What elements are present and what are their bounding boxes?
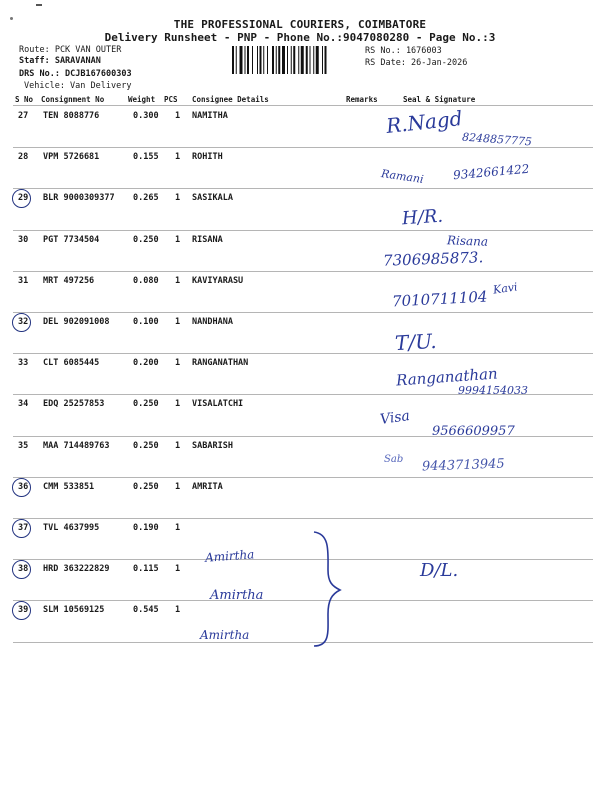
col-sno: S No — [15, 95, 34, 104]
row-rule — [13, 188, 593, 189]
cell-weight: 0.250 — [133, 440, 159, 451]
col-seal-signature: Seal & Signature — [403, 95, 476, 104]
name-row-38: Amirtha — [210, 588, 264, 603]
barcode-bar — [247, 46, 249, 74]
rs-number: RS No.: 1676003 — [365, 46, 442, 56]
cell-consignee: AMRITA — [192, 481, 223, 492]
vehicle: Vehicle: Van Delivery — [24, 81, 132, 91]
barcode-bar — [232, 46, 234, 74]
cell-consignment: MAA 714489763 — [43, 440, 110, 451]
cell-consignment: TVL 4637995 — [43, 523, 100, 533]
barcode-bar — [272, 46, 274, 74]
barcode-bar — [267, 46, 268, 74]
barcode-bar — [245, 46, 246, 74]
barcode-bar — [278, 46, 280, 74]
cell-consignee: NAMITHA — [192, 111, 228, 121]
cell-pcs: 1 — [175, 564, 181, 575]
signature-row-34: Visa — [379, 407, 411, 429]
cell-consignee: ROHITH — [192, 152, 223, 163]
cell-consignment: EDQ 25257853 — [43, 399, 105, 410]
cell-consignee: SASIKALA — [192, 193, 233, 204]
delivered-note: D/L. — [420, 560, 459, 581]
circle-mark — [12, 313, 31, 332]
cell-sno: 31 — [18, 275, 29, 286]
scan-mark — [36, 4, 42, 6]
phone-row-28: 9342661422 — [452, 161, 530, 183]
circle-mark — [12, 601, 31, 620]
note-row-29: H/R. — [401, 205, 444, 230]
name-row-37: Amirtha — [204, 547, 255, 565]
cell-pcs: 1 — [175, 152, 181, 163]
cell-consignment: CLT 6085445 — [43, 358, 100, 369]
brace-mark — [306, 528, 346, 650]
signature-row-27: R.Nagd — [384, 106, 464, 138]
signature-row-33: Ranganathan — [395, 364, 499, 390]
cell-sno: 30 — [18, 234, 29, 245]
barcode-bar — [325, 46, 327, 74]
row-rule — [13, 600, 593, 601]
row-rule — [13, 642, 593, 643]
cell-sno: 39 — [18, 605, 29, 616]
cell-weight: 0.545 — [133, 605, 159, 616]
signature-row-30: Risana — [446, 233, 489, 249]
cell-weight: 0.250 — [133, 481, 159, 492]
cell-consignee: RISANA — [192, 234, 223, 245]
row-rule — [13, 147, 593, 148]
barcode-bar — [257, 46, 258, 74]
note-row-32: T/U. — [394, 328, 438, 356]
header-rule — [13, 105, 593, 106]
row-rule — [13, 559, 593, 560]
signature-row-28: Ramani — [380, 167, 425, 186]
cell-consignee: RANGANATHAN — [192, 358, 249, 369]
phone-row-27: 8248857775 — [461, 130, 533, 149]
cell-pcs: 1 — [175, 317, 181, 327]
row-rule — [13, 312, 593, 313]
cell-sno: 35 — [18, 440, 29, 451]
name-row-39: Amirtha — [200, 628, 250, 642]
drs-number: DRS No.: DCJB167600303 — [19, 69, 132, 79]
barcode-bar — [263, 46, 264, 74]
signature-row-35: Sab — [384, 454, 404, 465]
cell-consignment: HRD 363222829 — [43, 564, 110, 575]
barcode-bar — [240, 46, 243, 74]
barcode-bar — [276, 46, 277, 74]
cell-pcs: 1 — [175, 481, 181, 492]
col-consignment: Consignment No — [41, 95, 105, 104]
barcode-bar — [282, 46, 285, 74]
barcode-bar — [301, 46, 304, 74]
cell-sno: 29 — [18, 193, 29, 204]
cell-sno: 27 — [18, 111, 29, 121]
cell-consignment: MRT 497256 — [43, 275, 95, 286]
col-weight: Weight — [128, 95, 156, 104]
circle-mark — [12, 478, 31, 497]
barcode-bar — [287, 46, 288, 74]
route: Route: PCK VAN OUTER — [19, 45, 122, 55]
row-rule — [13, 518, 593, 519]
cell-consignment: SLM 10569125 — [43, 605, 105, 616]
barcode-bar — [306, 46, 308, 74]
cell-sno: 33 — [18, 358, 29, 369]
cell-weight: 0.080 — [133, 275, 159, 286]
cell-consignment: CMM 533851 — [43, 481, 95, 492]
cell-weight: 0.300 — [133, 111, 159, 121]
cell-pcs: 1 — [175, 358, 181, 369]
row-rule — [13, 477, 593, 478]
cell-consignee: KAVIYARASU — [192, 275, 244, 286]
cell-weight: 0.100 — [133, 317, 159, 327]
cell-weight: 0.115 — [133, 564, 159, 575]
cell-sno: 38 — [18, 564, 29, 575]
phone-row-30: 7306985873. — [382, 248, 484, 270]
barcode-bar — [291, 46, 292, 74]
signature-row-31: Kavi — [492, 280, 519, 297]
cell-weight: 0.250 — [133, 399, 159, 410]
cell-sno: 34 — [18, 399, 29, 410]
cell-weight: 0.155 — [133, 152, 159, 163]
circle-mark — [12, 189, 31, 208]
runsheet-title: Delivery Runsheet - PNP - Phone No.:9047080280 - Page No.:3 — [104, 31, 496, 44]
phone-row-34: 9566609957 — [432, 424, 515, 439]
cell-weight: 0.190 — [133, 523, 159, 533]
cell-consignment: VPM 5726681 — [43, 152, 100, 163]
row-rule — [13, 230, 593, 231]
cell-sno: 37 — [18, 523, 29, 533]
cell-consignment: DEL 902091008 — [43, 317, 110, 327]
phone-row-33: 9994154033 — [458, 384, 528, 397]
barcode-bar — [252, 46, 253, 74]
staff: Staff: SARAVANAN — [19, 56, 101, 66]
circle-mark — [12, 560, 31, 579]
cell-pcs: 1 — [175, 234, 181, 245]
barcode-bar — [236, 46, 237, 74]
cell-pcs: 1 — [175, 605, 181, 616]
cell-weight: 0.250 — [133, 234, 159, 245]
cell-sno: 36 — [18, 481, 29, 492]
cell-consignee: VISALATCHI — [192, 399, 244, 410]
barcode-bar — [260, 46, 262, 74]
cell-weight: 0.265 — [133, 193, 159, 204]
col-remarks: Remarks — [346, 95, 378, 104]
barcode-bar — [322, 46, 323, 74]
cell-consignment: PGT 7734504 — [43, 234, 100, 245]
barcode-bar — [298, 46, 299, 74]
barcode-bar — [310, 46, 311, 74]
barcode — [232, 46, 360, 74]
cell-pcs: 1 — [175, 523, 181, 533]
cell-consignment: TEN 8088776 — [43, 111, 100, 121]
col-pcs: PCS — [164, 95, 178, 104]
cell-weight: 0.200 — [133, 358, 159, 369]
row-rule — [13, 271, 593, 272]
barcode-bar — [313, 46, 314, 74]
rs-date: RS Date: 26-Jan-2026 — [365, 58, 468, 68]
cell-sno: 32 — [18, 317, 29, 327]
company-name: THE PROFESSIONAL COURIERS, COIMBATORE — [173, 18, 427, 31]
cell-pcs: 1 — [175, 275, 181, 286]
phone-row-35: 9443713945 — [421, 456, 505, 475]
cell-pcs: 1 — [175, 440, 181, 451]
cell-consignment: BLR 9000309377 — [43, 193, 115, 204]
phone-row-31: 7010711104 — [391, 287, 488, 311]
col-consignee: Consignee Details — [192, 95, 269, 104]
circle-mark — [12, 519, 31, 538]
cell-sno: 28 — [18, 152, 29, 163]
cell-pcs: 1 — [175, 193, 181, 204]
cell-pcs: 1 — [175, 111, 181, 121]
cell-consignee: NANDHANA — [192, 317, 233, 327]
cell-consignee: SABARISH — [192, 440, 233, 451]
barcode-bar — [316, 46, 319, 74]
barcode-bar — [293, 46, 295, 74]
cell-pcs: 1 — [175, 399, 181, 410]
row-rule — [13, 353, 593, 354]
